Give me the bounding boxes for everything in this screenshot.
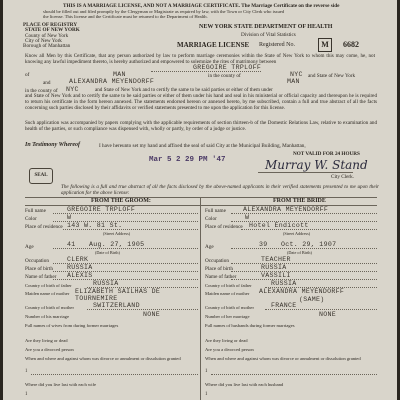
bride-birth-date: Oct. 29, 1907 [281, 241, 337, 248]
bride-birthplace: RUSSIA [261, 264, 287, 271]
groom-divorce-when-label: When and where and against whom was divorce or annulment or dissolution granted [25, 356, 181, 361]
signature-line [258, 172, 353, 173]
license-compliance: Such application was accompanied by papers complying with the applicable requirements of section thirteen-b of the Domestic Relations Law, relative to examination and health of the parties, or such compliance was dispensed with, wholly or partly, by order of a judge or justice. [25, 120, 377, 133]
testimony-label: In Testimony Whereof [25, 142, 81, 148]
bride-residence-label: Place of residence [205, 224, 243, 230]
groom-num-1: 1 [25, 369, 28, 374]
notice-line-1: THIS IS A MARRIAGE LICENSE, AND NOT A MARRIAGE CERTIFICATE. The Marriage Certificate on the reverse side [63, 3, 340, 9]
bride-mother-label: Maiden name of mother [205, 291, 250, 296]
groom-row-line [53, 271, 198, 272]
groom-age-line [53, 248, 198, 249]
groom-divorce-line [31, 374, 198, 375]
bride-divorced-label: Are you a divorced person [205, 347, 254, 352]
groom-full-name-line [53, 213, 198, 214]
bride-birthplace-label: Place of birth [205, 266, 233, 272]
bride-divorce-when-label: When and where and against whom was divorce or annulment or dissolution granted [205, 356, 361, 361]
groom-color: W [67, 214, 72, 221]
groom-street-label: (Street Address) [103, 231, 131, 236]
registry-city: City of New York [25, 38, 62, 44]
bride-mother-country: FRANCE [271, 302, 297, 309]
bride-row-line [265, 309, 377, 310]
bride-divorce-line [211, 374, 377, 375]
date-time-stamp: Mar 5 2 29 PM '47 [149, 156, 226, 164]
license-body-line1: and State of New York and to certify the same to be said parties or either of them under [95, 87, 273, 93]
groom-birthplace: RUSSIA [67, 264, 93, 271]
bride-of-typed: MAN [287, 78, 300, 85]
bride-father-country-label: Country of birth of father [205, 283, 252, 288]
groom-date-label: (Date of Birth) [95, 250, 120, 255]
groom-row-line [87, 309, 198, 310]
validity-note: NOT VALID FOR 24 HOURS [293, 151, 360, 157]
groom-occupation: CLERK [67, 256, 89, 263]
bride-date-label: (Date of Birth) [287, 250, 312, 255]
bride-prev-label: Number of her marriage [205, 314, 250, 319]
groom-row-line [53, 221, 198, 222]
bride-row-line [265, 287, 377, 288]
department-title: NEW YORK STATE DEPARTMENT OF HEALTH [199, 24, 333, 30]
groom-residence-label: Place of residence [25, 224, 63, 230]
groom-wives-label: Full names of wives from during former marriages [25, 323, 119, 328]
groom-name-line [151, 71, 261, 72]
bride-full-name-line [231, 213, 377, 214]
groom-full-name: GREGOIRE TRPLOFF [67, 206, 136, 213]
groom-full-name-label: Full name [25, 208, 46, 214]
groom-num-1b: 1 [25, 392, 28, 397]
bride-prev: NONE [319, 311, 337, 318]
and-label: and [43, 80, 51, 86]
groom-father-country-label: Country of birth of father [25, 283, 72, 288]
groom-county-label: in the county of [208, 73, 241, 79]
groom-row-line [63, 229, 198, 230]
bride-age-label: Age [205, 244, 214, 250]
bride-num-1: 1 [205, 369, 208, 374]
groom-birthplace-label: Place of birth [25, 266, 53, 272]
bride-section-header: FROM THE BRIDE [273, 198, 326, 204]
series-letter-box: M [318, 38, 332, 52]
clerk-label: City Clerk. [331, 174, 355, 180]
groom-father-label: Name of father [25, 274, 57, 280]
groom-county-typed: NYC [290, 71, 303, 78]
marriage-license-document [3, 0, 397, 400]
groom-age-label: Age [25, 244, 34, 250]
bride-county-label: in the county of [25, 88, 58, 94]
groom-mother-country-label: Country of birth of mother [25, 305, 74, 310]
registry-borough: Borough of Manhattan [23, 43, 71, 49]
abstract-text: The following is a full and true abstract of all the facts disclosed by the above-named applicants in their verified statements presented to me upon their application for the above license: [61, 184, 379, 197]
groom-section-header: FROM THE GROOM: [91, 198, 151, 204]
bride-age-line [231, 248, 377, 249]
bride-row-line [241, 229, 377, 230]
groom-state-label: and State of New York [308, 73, 356, 79]
groom-occupation-label: Occupation [25, 258, 49, 264]
registry-label: PLACE OF REGISTRY [23, 22, 78, 28]
bride-full-name: ALEXANDRA MEYENDORFF [243, 206, 329, 213]
bride-num-1b: 1 [205, 392, 208, 397]
registered-number-label: Registered No. [259, 42, 295, 48]
document-title: MARRIAGE LICENSE [177, 41, 250, 49]
groom-mother-country: SWITZERLAND [93, 302, 140, 309]
division-title: Division of Vital Statistics [241, 32, 296, 38]
groom-row-line [53, 263, 198, 264]
bride-age: 39 [259, 241, 268, 248]
bride-name-typed: ALEXANDRA MEYENDORFF [69, 78, 155, 85]
bride-occupation-label: Occupation [205, 258, 229, 264]
bride-color-label: Color [205, 216, 217, 222]
groom-color-label: Color [25, 216, 37, 222]
bride-father: VASSILI [261, 272, 291, 279]
bride-lived-label: Where did you live last with each husband [205, 382, 284, 387]
groom-prev: NONE [143, 311, 161, 318]
bride-mother-note: (SAME) [299, 296, 325, 303]
bride-row-line [231, 263, 377, 264]
groom-row-line [87, 287, 198, 288]
registry-county: County of New York [25, 33, 69, 39]
groom-age: 41 [67, 241, 76, 248]
bride-color: W [245, 214, 250, 221]
bride-row-line [231, 221, 377, 222]
groom-prev-label: Number of his marriage [25, 314, 70, 319]
bride-county-typed: NYC [66, 86, 79, 93]
registry-state: STATE OF NEW YORK [25, 27, 80, 33]
bride-row-line [231, 271, 377, 272]
bride-residence: Hotel Endicott [249, 222, 309, 229]
groom-living-label: Are they living or dead [25, 338, 68, 343]
groom-father: ALEXIS [67, 272, 93, 279]
seal-box: SEAL [29, 168, 53, 184]
groom-name-typed: GREGOIRE TRPLOFF [193, 64, 262, 71]
bride-husbands-label: Full names of husbands during former marriages [205, 323, 295, 328]
bride-mother-country-label: Country of birth of mother [205, 305, 254, 310]
testimony-text: I have hereunto set my hand and affixed the seal of said City at the Municipal Building, Manhattan, [99, 143, 306, 149]
bride-full-name-label: Full name [205, 208, 226, 214]
bride-father-country: RUSSIA [271, 280, 297, 287]
column-divider [200, 197, 201, 400]
groom-row-line [53, 279, 198, 280]
clerk-signature: Murray W. Stand [265, 158, 368, 172]
bride-street-label: (Street Address) [283, 231, 311, 236]
license-intro: Know all Men by this Certificate, that any person authorized by law to perform marriage ceremonies within the State of New York to whom this may come, he, not knowing any lawful impediment thereto, is hereby authorized and empowered to solemnize the rites of matrimony between [25, 53, 375, 66]
groom-residence: 143 W. 81 St. [67, 222, 123, 229]
groom-mother-label: Maiden name of mother [25, 291, 70, 296]
groom-of-typed: MAN [113, 71, 126, 78]
bride-mother: ALEXANDRA MEYENDORFF [259, 288, 345, 295]
notice-line-2: should be filled out and filed promptly by the Clergyman or Magistrate as required by law, with the Town or City Clerk who issued [43, 9, 285, 14]
bride-living-label: Are they living or dead [205, 338, 248, 343]
registered-number: 6682 [343, 40, 359, 49]
bride-occupation: TEACHER [261, 256, 291, 263]
notice-line-3: the license. This license and the Certificate must be returned to the Department of Health. [43, 14, 208, 19]
bride-father-label: Name of father [205, 274, 237, 280]
license-of-label: of [25, 72, 30, 78]
groom-father-country: RUSSIA [93, 280, 119, 287]
groom-birth-date: Aug. 27, 1905 [89, 241, 145, 248]
groom-divorced-label: Are you a divorced person [25, 347, 74, 352]
license-body: and State of New York and to certify the same to be said parties or either of them under his hand and seal in his ministerial or official capacity and thereupon he is required to return his certificate in the form hereon annexed. The statements endorsed hereon or annexed hereto, by me subscribed, contain a full and true abstract of all the facts concerning such parties disclosed by their affidavits or verified statements presented to me upon the application for this license. [25, 93, 377, 112]
bride-row-line [231, 279, 377, 280]
groom-mother: ELIZABETH SAILHAS DE TOURNEMIRE [75, 288, 161, 302]
groom-lived-label: Where did you live last with each wife [25, 382, 97, 387]
